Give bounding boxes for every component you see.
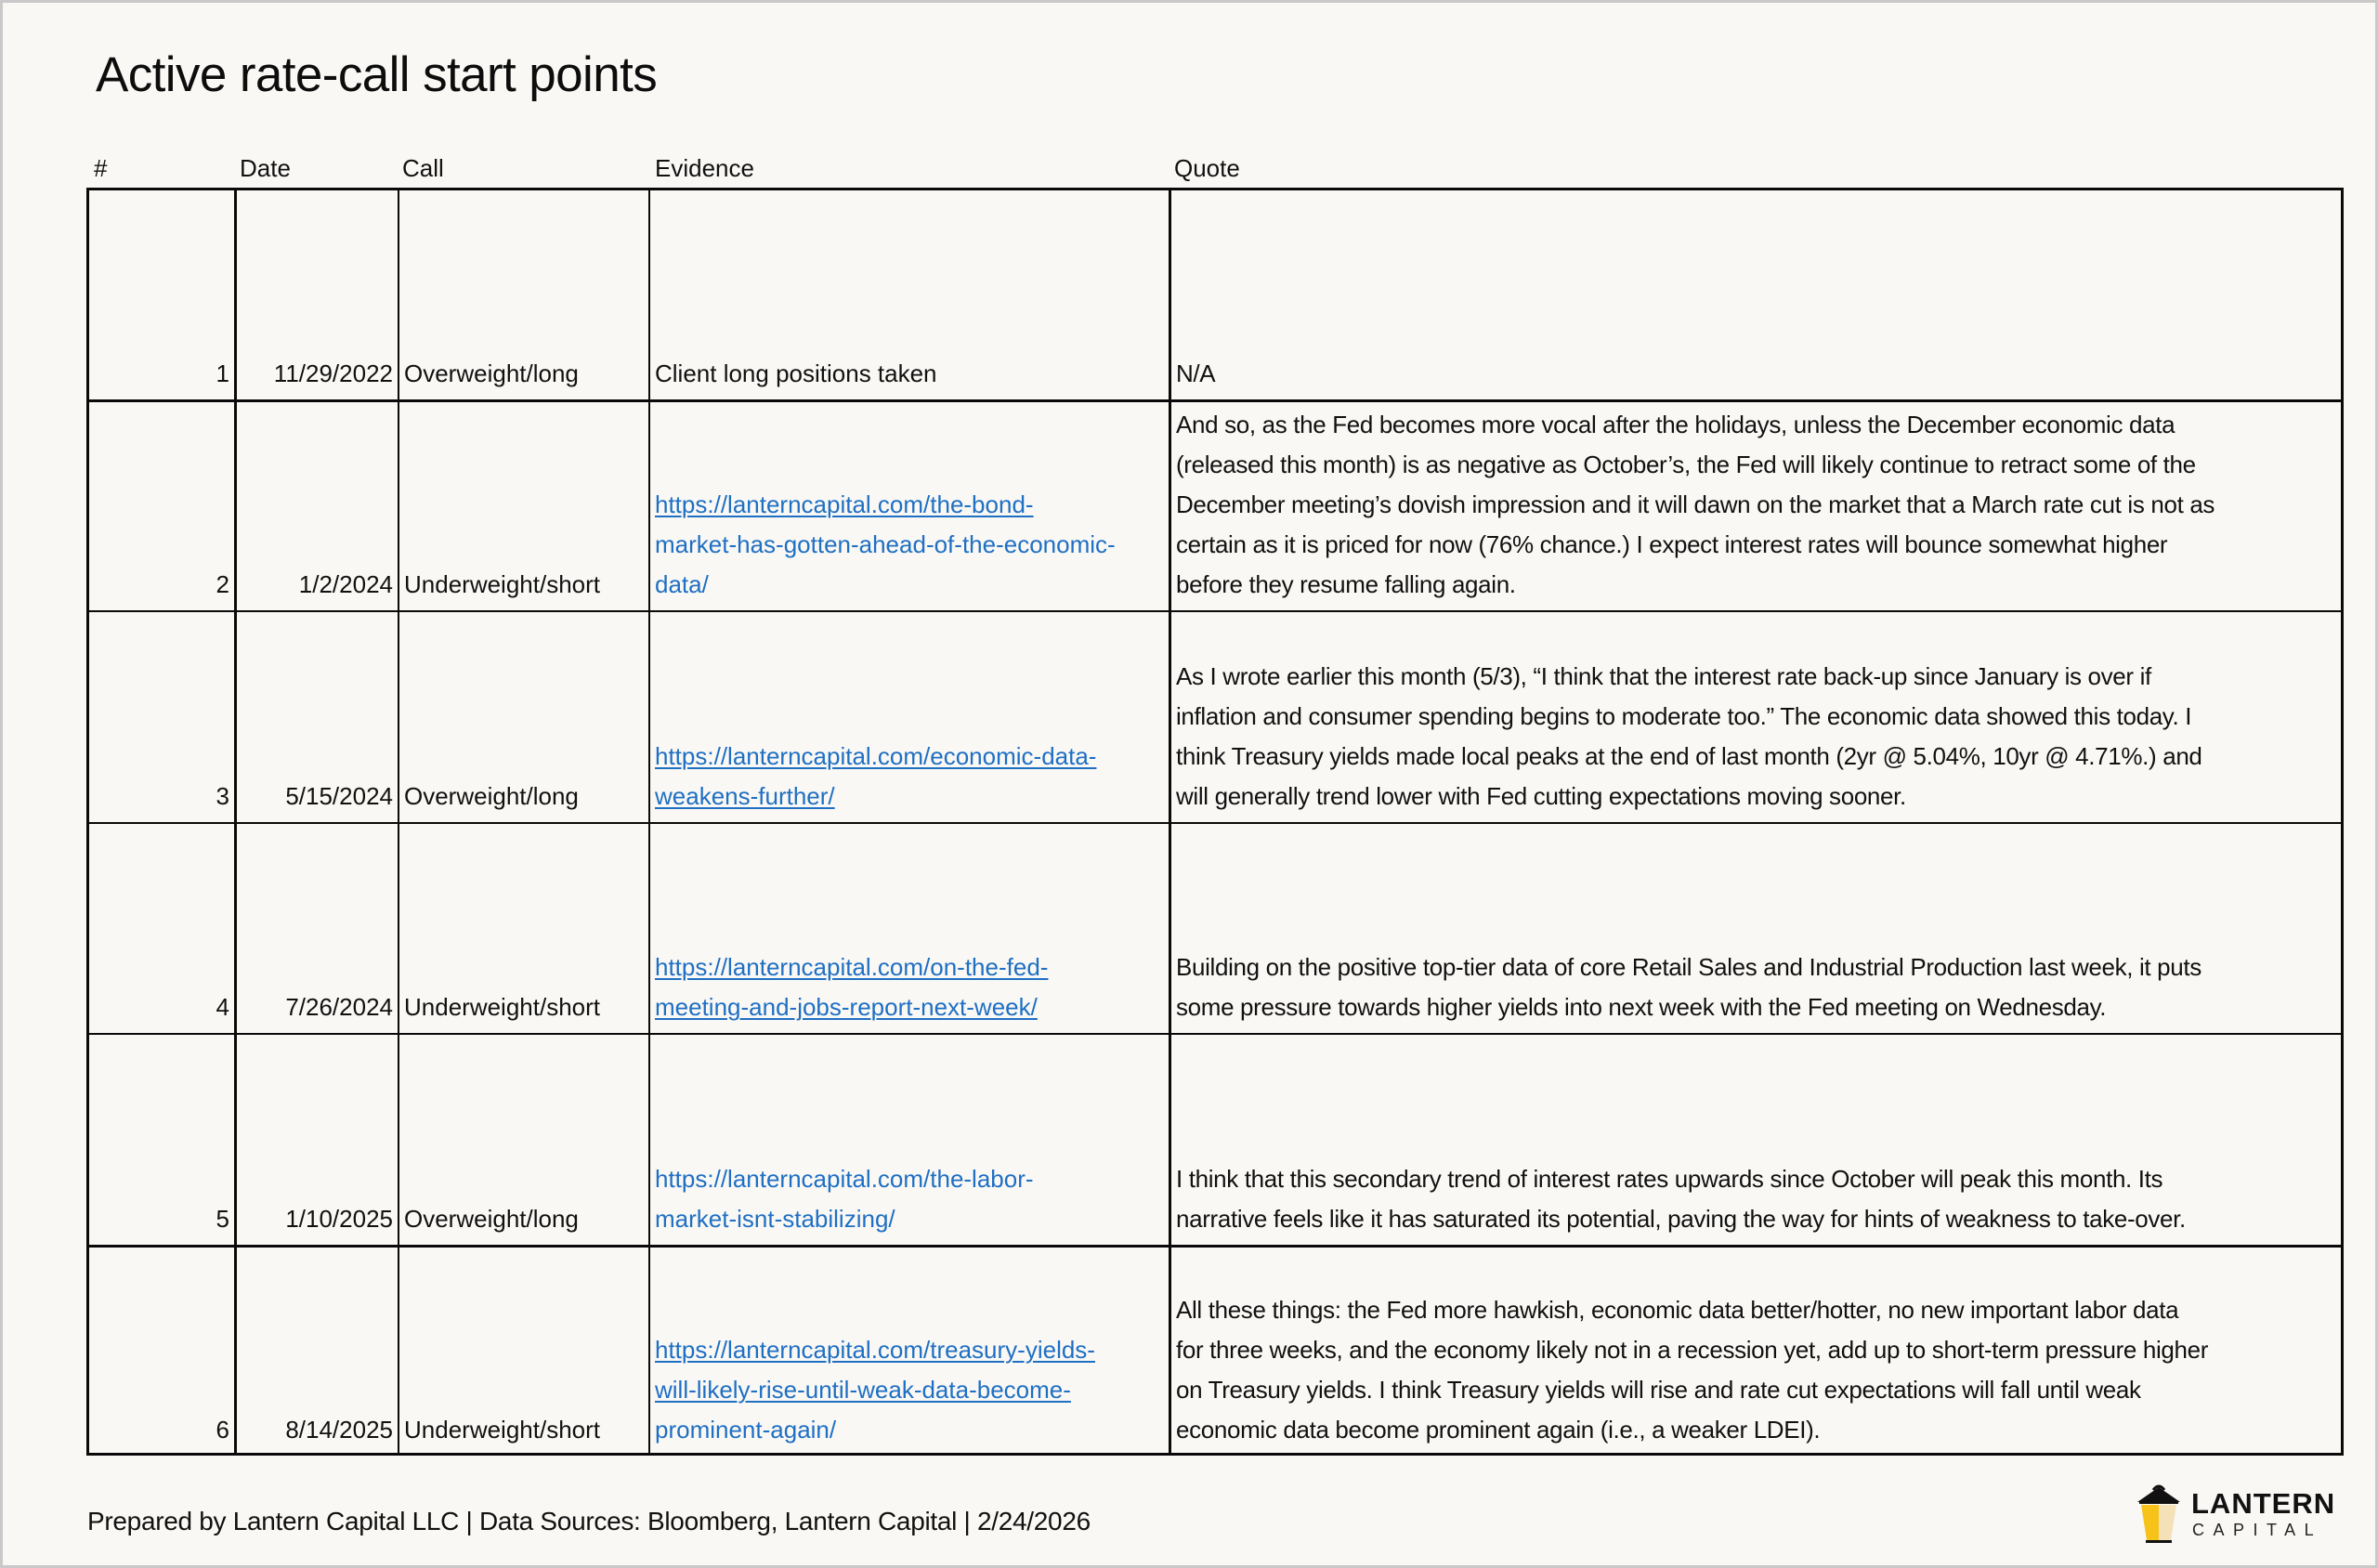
- row-number: [89, 1035, 234, 1245]
- quote-line: December meeting’s dovish impression and it will dawn on the market that a March rate cut is not as: [1176, 490, 2215, 518]
- logo-wordmark-capital: CAPITAL: [2192, 1521, 2323, 1539]
- evidence-link[interactable]: data/: [655, 570, 709, 598]
- row-call: [399, 401, 648, 611]
- row-date: [237, 824, 398, 1034]
- table-row-border: [86, 1033, 2344, 1035]
- row-call: [399, 189, 648, 399]
- quote-line: narrative feels like it has saturated its potential, paving the way for hints of weakness to take-over.: [1176, 1204, 2186, 1233]
- row-call: [399, 824, 648, 1034]
- table-column-border: [234, 188, 237, 1456]
- row-quote: [1171, 1247, 2344, 1457]
- table-row-border: [86, 610, 2344, 612]
- column-header-num: #: [94, 154, 108, 182]
- row-call-text: Overweight/long: [404, 359, 579, 387]
- quote-line: And so, as the Fed becomes more vocal after the holidays, unless the December economic data: [1176, 411, 2175, 438]
- lantern-glass-right: [2159, 1505, 2176, 1540]
- table-row-border: [86, 1453, 2344, 1456]
- row-number: [89, 189, 234, 399]
- column-header-evidence: Evidence: [655, 154, 754, 182]
- row-evidence: [650, 612, 1169, 822]
- row-call: [399, 1247, 648, 1457]
- evidence-link[interactable]: https://lanterncapital.com/on-the-fed-: [655, 953, 1049, 981]
- row-number-text: 4: [216, 993, 229, 1021]
- row-number: [89, 401, 234, 611]
- footer-source-note: Prepared by Lantern Capital LLC | Data Sources: Bloomberg, Lantern Capital | 2/24/2026: [87, 1507, 1091, 1535]
- table-column-border: [648, 188, 650, 1456]
- row-date: [237, 189, 398, 399]
- lantern-icon: [2136, 1482, 2182, 1545]
- row-date-text: 1/2/2024: [298, 570, 393, 598]
- evidence-link[interactable]: meeting-and-jobs-report-next-week/: [655, 993, 1038, 1021]
- evidence-link[interactable]: https://lanterncapital.com/economic-data-: [655, 741, 1097, 770]
- row-number: [89, 1247, 234, 1457]
- row-number: [89, 612, 234, 822]
- quote-line: I think that this secondary trend of interest rates upwards since October will peak this month. Its: [1176, 1164, 2163, 1193]
- quote-line: on Treasury yields. I think Treasury yields will rise and rate cut expectations will fall until weak: [1176, 1376, 2141, 1404]
- lantern-glass-left: [2141, 1505, 2159, 1540]
- evidence-link[interactable]: prominent-again/: [655, 1416, 837, 1444]
- company-logo: [2136, 1482, 2340, 1545]
- row-date: [237, 612, 398, 822]
- row-number: [89, 824, 234, 1034]
- table-row-border: [86, 822, 2344, 824]
- quote-line: some pressure towards higher yields into next week with the Fed meeting on Wednesday.: [1176, 993, 2107, 1021]
- row-call-text: Overweight/long: [404, 1204, 579, 1233]
- quote-line: certain as it is priced for now (76% chance.) I expect interest rates will bounce somewhat higher: [1176, 530, 2168, 558]
- page-title: Active rate-call start points: [96, 47, 658, 102]
- row-number-text: 2: [216, 570, 229, 598]
- quote-line: All these things: the Fed more hawkish, economic data better/hotter, no new important labor data: [1176, 1296, 2179, 1324]
- column-header-call: Call: [402, 154, 444, 182]
- table-column-border: [2341, 188, 2344, 1456]
- row-date: [237, 1035, 398, 1245]
- row-date: [237, 1247, 398, 1457]
- row-evidence: [650, 1035, 1169, 1245]
- row-call: [399, 1035, 648, 1245]
- row-quote: [1171, 824, 2344, 1034]
- column-header-date: Date: [240, 154, 291, 182]
- quote-line: before they resume falling again.: [1176, 570, 1516, 598]
- column-header-quote: Quote: [1174, 154, 1240, 182]
- row-call-text: Underweight/short: [404, 1416, 600, 1444]
- row-date: [237, 401, 398, 611]
- row-date-text: 5/15/2024: [285, 781, 393, 810]
- evidence-link[interactable]: https://lanterncapital.com/the-bond-: [655, 490, 1034, 518]
- table-row-border: [86, 188, 2344, 190]
- row-call-text: Overweight/long: [404, 781, 579, 810]
- row-quote: [1171, 189, 2344, 399]
- logo-wordmark-lantern: LANTERN: [2191, 1487, 2336, 1520]
- evidence-link[interactable]: will-likely-rise-until-weak-data-become-: [655, 1376, 1071, 1404]
- evidence-text: Client long positions taken: [655, 359, 937, 387]
- row-date-text: 7/26/2024: [285, 993, 393, 1021]
- quote-line: will generally trend lower with Fed cutting expectations moving sooner.: [1176, 781, 1906, 810]
- row-evidence: [650, 1247, 1169, 1457]
- quote-line: economic data become prominent again (i.e., a weaker LDEI).: [1176, 1416, 1821, 1444]
- table-row-border: [86, 399, 2344, 402]
- table-row-border: [86, 1245, 2344, 1248]
- row-number-text: 3: [216, 781, 229, 810]
- table-column-border: [398, 188, 399, 1456]
- quote-line: N/A: [1176, 359, 1216, 387]
- row-evidence: [650, 189, 1169, 399]
- row-quote: [1171, 1035, 2344, 1245]
- quote-line: Building on the positive top-tier data of core Retail Sales and Industrial Production last week, it puts: [1176, 953, 2202, 981]
- evidence-link[interactable]: market-isnt-stabilizing/: [655, 1204, 895, 1233]
- row-call-text: Underweight/short: [404, 993, 600, 1021]
- row-date-text: 11/29/2022: [273, 359, 393, 387]
- row-number-text: 1: [216, 359, 229, 387]
- evidence-link[interactable]: weakens-further/: [655, 781, 835, 810]
- row-quote: [1171, 401, 2344, 611]
- row-quote: [1171, 612, 2344, 822]
- quote-line: As I wrote earlier this month (5/3), “I think that the interest rate back-up since January is over if: [1176, 661, 2151, 690]
- row-date-text: 8/14/2025: [285, 1416, 393, 1444]
- row-call-text: Underweight/short: [404, 570, 600, 598]
- row-number-text: 5: [216, 1204, 229, 1233]
- evidence-link[interactable]: https://lanterncapital.com/the-labor-: [655, 1164, 1034, 1193]
- row-evidence: [650, 401, 1169, 611]
- table-column-border: [1169, 188, 1171, 1456]
- quote-line: (released this month) is as negative as October’s, the Fed will likely continue to retract some of the: [1176, 451, 2196, 478]
- row-call: [399, 612, 648, 822]
- row-number-text: 6: [216, 1416, 229, 1444]
- row-evidence: [650, 824, 1169, 1034]
- quote-line: think Treasury yields made local peaks at the end of last month (2yr @ 5.04%, 10yr @ 4.71%.) and: [1176, 741, 2202, 770]
- evidence-link[interactable]: market-has-gotten-ahead-of-the-economic-: [655, 530, 1116, 558]
- quote-line: for three weeks, and the economy likely not in a recession yet, add up to short-term pressure higher: [1176, 1336, 2209, 1364]
- evidence-link[interactable]: https://lanterncapital.com/treasury-yields-: [655, 1336, 1095, 1364]
- calls-table: [86, 188, 2344, 1456]
- quote-line: inflation and consumer spending begins to moderate too.” The economic data showed this today. I: [1176, 701, 2192, 730]
- row-date-text: 1/10/2025: [285, 1204, 393, 1233]
- table-column-border: [86, 188, 89, 1456]
